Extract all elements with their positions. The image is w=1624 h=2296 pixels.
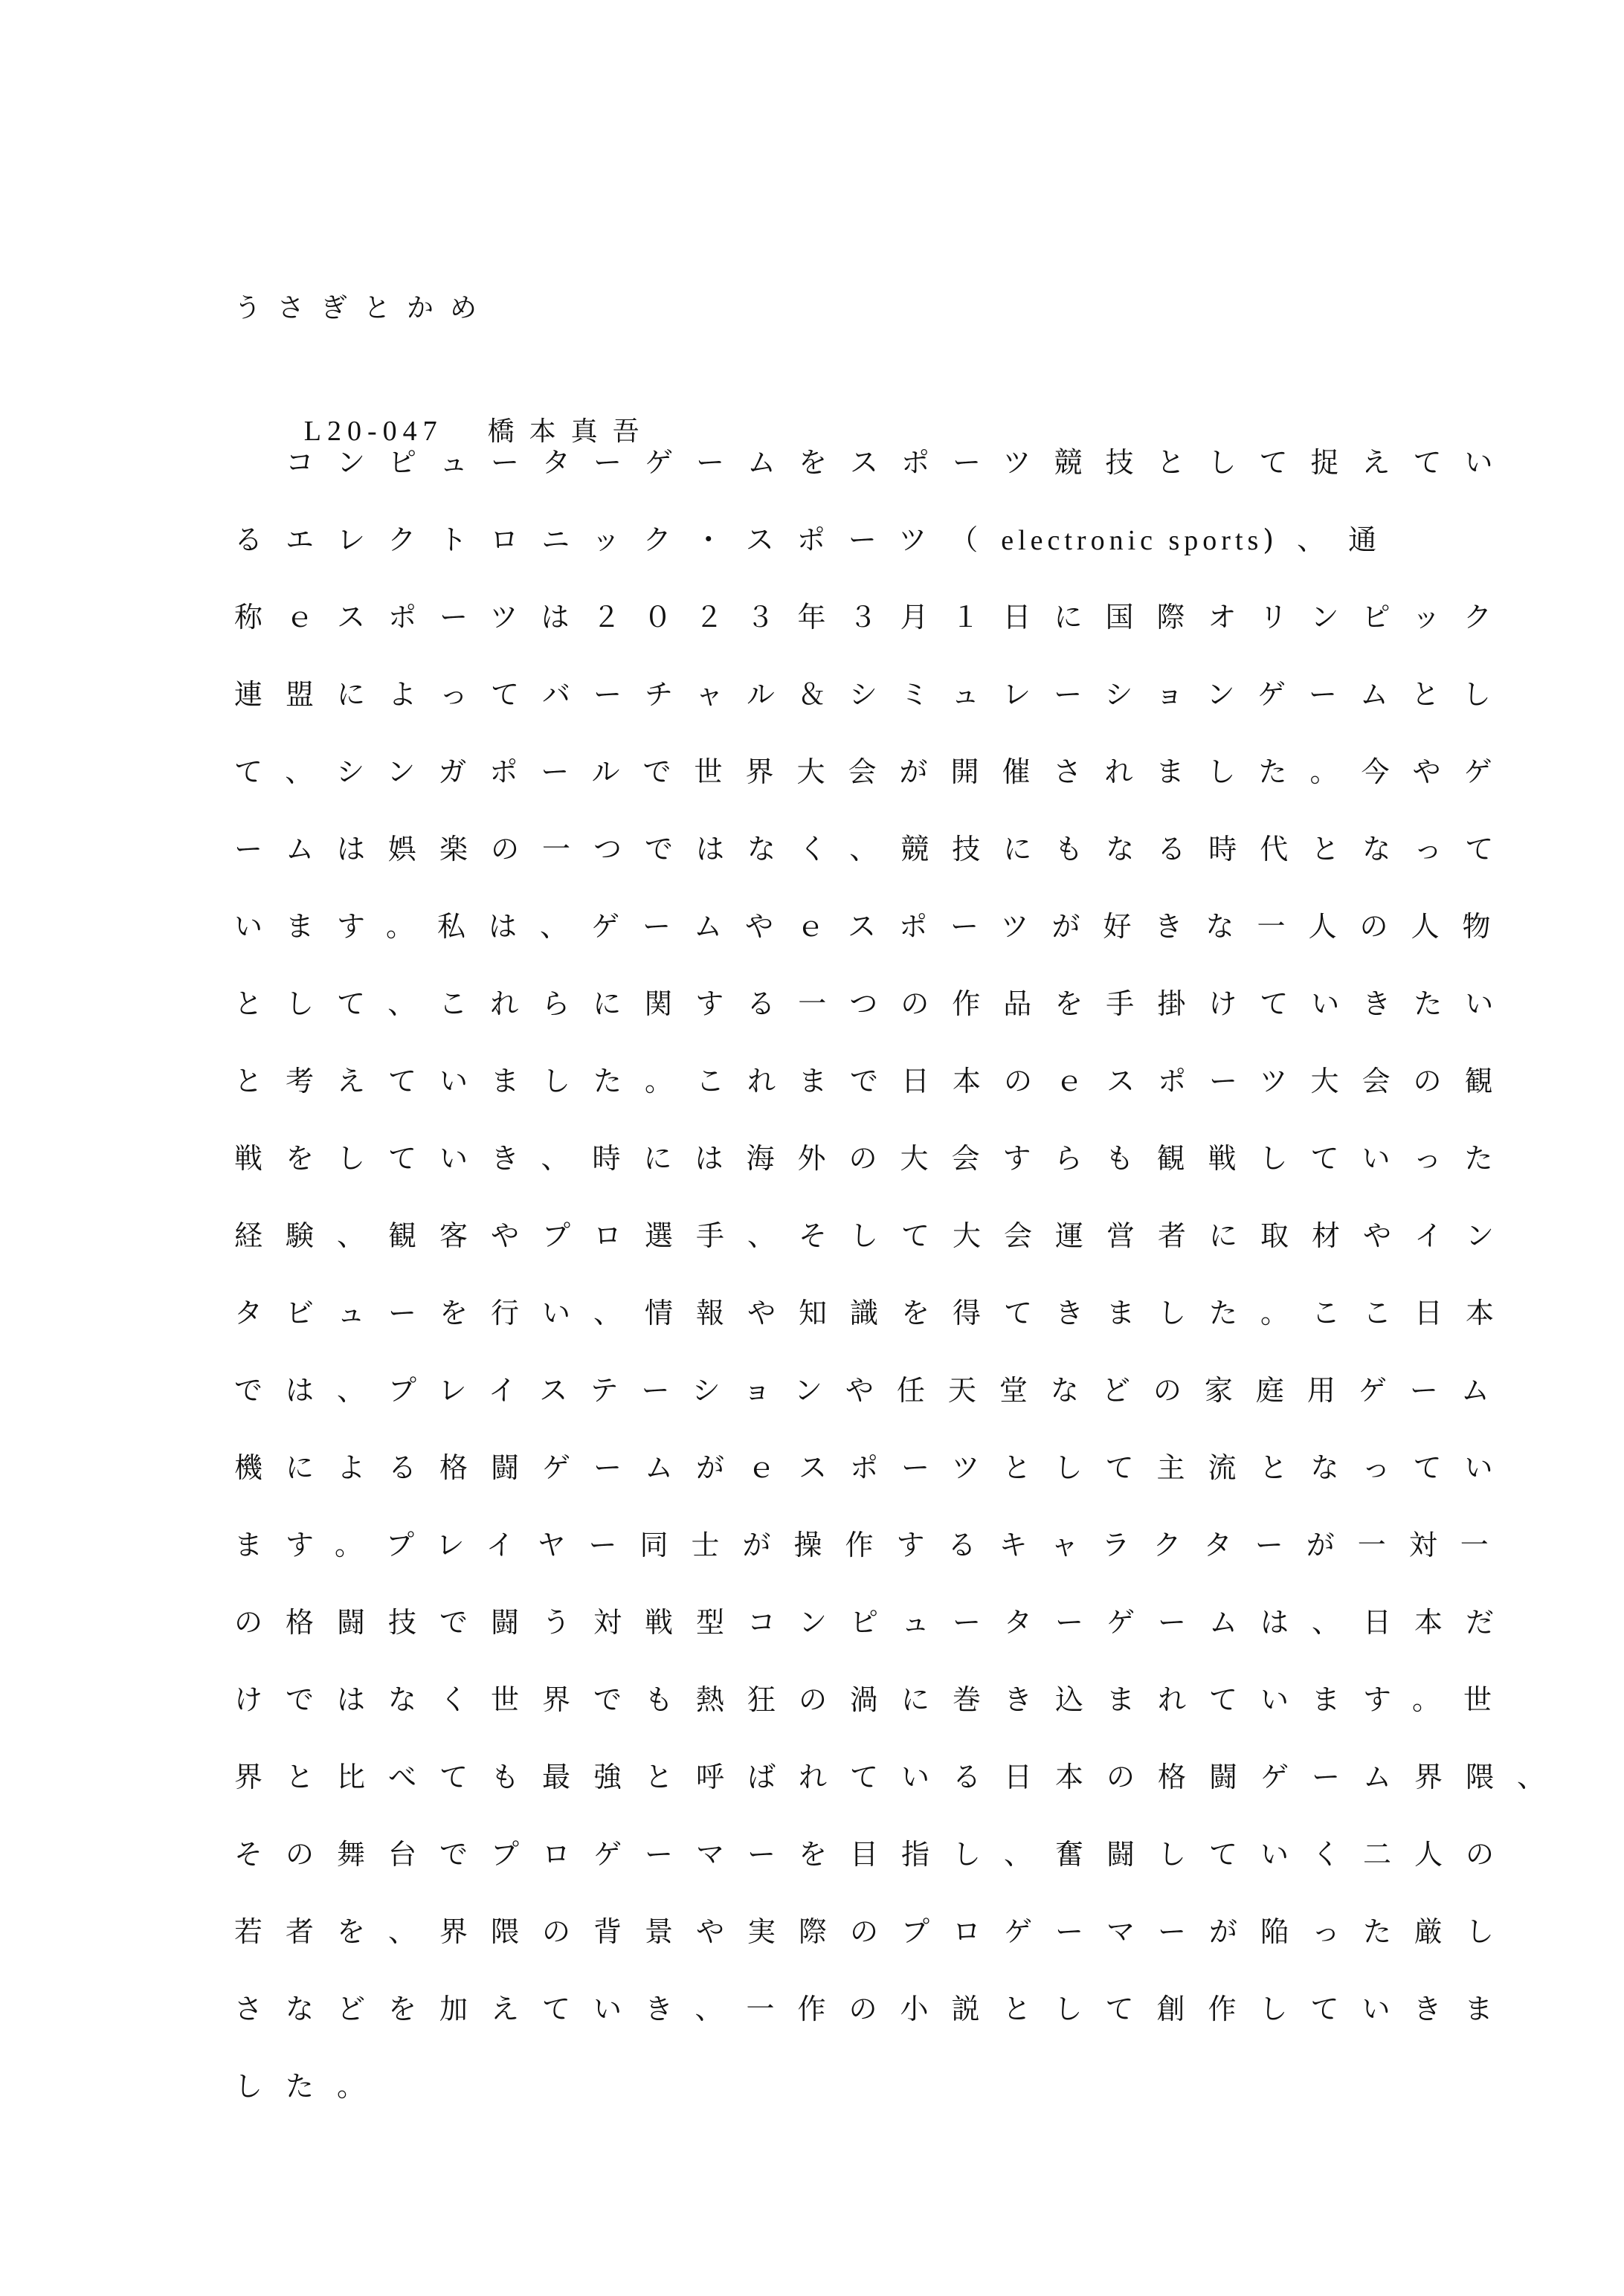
body-line: さなどを加えていき、一作の小説として創作していきま xyxy=(234,1993,1516,2025)
body-line xyxy=(234,517,1498,562)
body-text: るエレクトロニック・スポーツ（ xyxy=(234,523,1002,556)
body-line: 戦をしていき、時には海外の大会すらも観戦していった xyxy=(234,1142,1516,1175)
body-line: 連盟によってバーチャル＆シミュレーションゲームとし xyxy=(234,678,1514,711)
body-line: その舞台でプロゲーマーを目指し、奮闘していく二人の xyxy=(234,1838,1518,1871)
body-line: 若者を、界隈の背景や実際のプロゲーマーが陥った厳し xyxy=(234,1915,1518,1948)
author-name: 橋本真吾 xyxy=(487,416,654,447)
document-title: うさぎとかめ xyxy=(234,293,494,323)
author-line xyxy=(234,364,1498,447)
body-line: した。 xyxy=(234,2070,389,2103)
student-id: L20-047 xyxy=(303,416,443,447)
body-line: コンピューターゲームをスポーツ競技として捉えてい xyxy=(234,446,1516,479)
body-line: 界と比べても最強と呼ばれている日本の格闘ゲーム界隈、 xyxy=(234,1761,1569,1793)
body-line: 称ｅスポーツは２０２３年３月１日に国際オリンピック xyxy=(234,601,1515,633)
body-line: けではなく世界でも熱狂の渦に巻き込まれています。世 xyxy=(234,1683,1515,1716)
body-line: では、プレイステーションや任天堂などの家庭用ゲーム xyxy=(234,1374,1512,1407)
body-line: として、これらに関する一つの作品を手掛けていきたい xyxy=(234,987,1517,1020)
body-line: と考えていました。これまで日本のｅスポーツ大会の観 xyxy=(234,1065,1516,1097)
body-text: )、通 xyxy=(1263,523,1400,556)
latin-term: electronic sports xyxy=(1001,525,1263,556)
body-line: 経験、観客やプロ選手、そして大会運営者に取材やイン xyxy=(234,1219,1518,1252)
body-line: て、シンガポールで世界大会が開催されました。今やゲ xyxy=(234,755,1515,788)
body-line: 機による格闘ゲームがｅスポーツとして主流となってい xyxy=(234,1451,1516,1484)
body-line: ームは娯楽の一つではなく、競技にもなる時代となって xyxy=(234,833,1517,865)
body-line: ます。プレイヤー同士が操作するキャラクターが一対一 xyxy=(234,1529,1512,1561)
body-line: います。私は、ゲームやｅスポーツが好きな一人の人物 xyxy=(234,910,1514,943)
body-line: タビューを行い、情報や知識を得てきました。ここ日本 xyxy=(234,1297,1518,1329)
body-line: の格闘技で闘う対戦型コンピューターゲームは、日本だ xyxy=(234,1606,1518,1639)
